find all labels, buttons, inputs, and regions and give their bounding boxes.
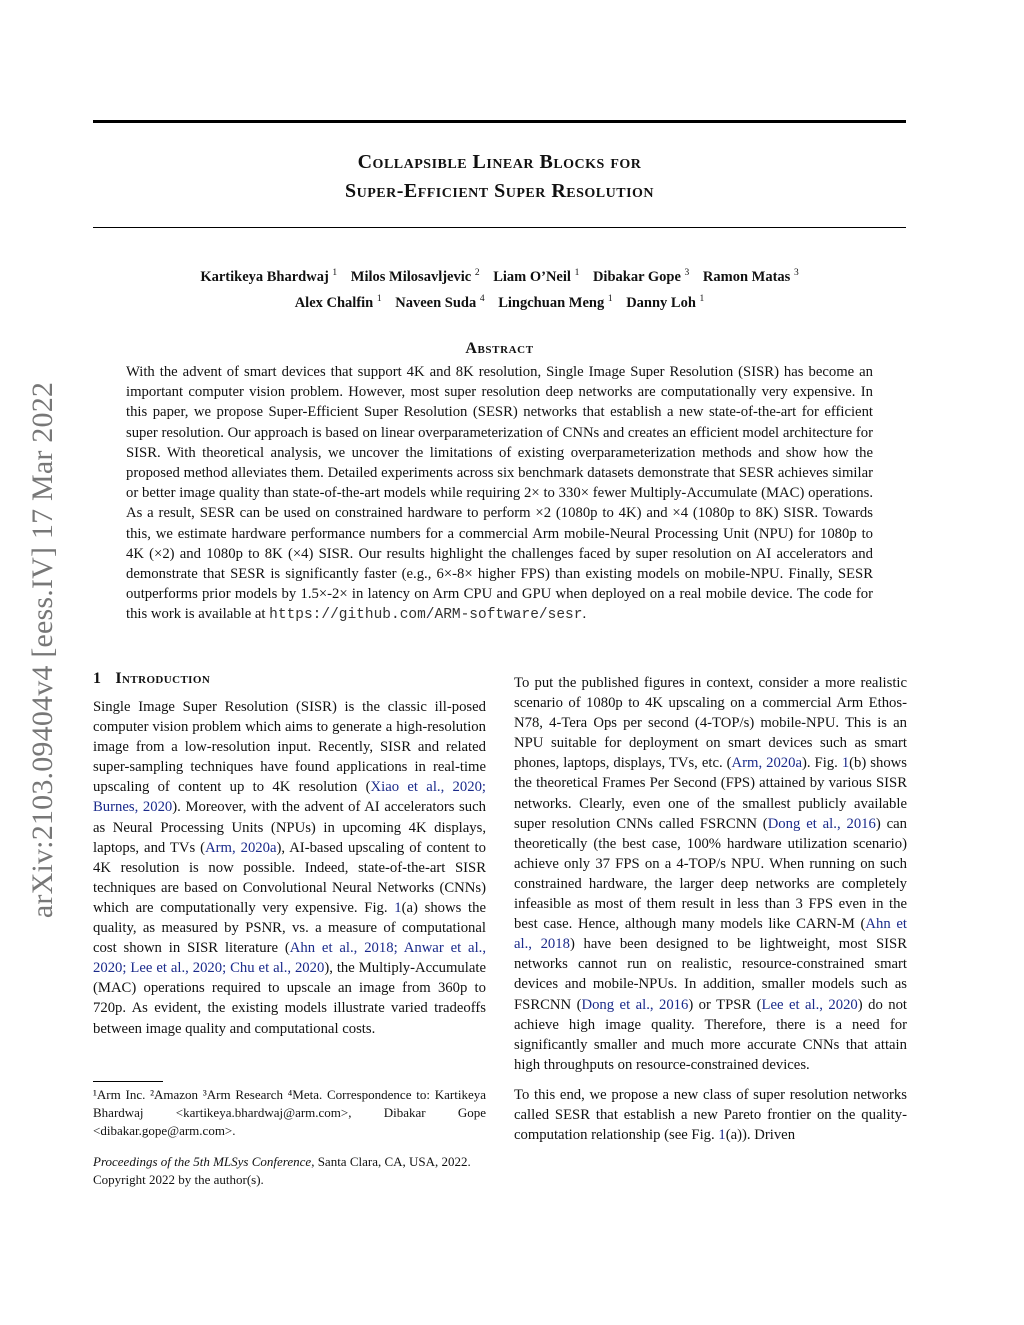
citation-link[interactable]: Dong et al., 2016 (581, 996, 689, 1013)
left-column (93, 697, 486, 1049)
abstract-heading: Abstract (465, 340, 534, 357)
citation-link[interactable]: Ahn et al., 2018; Anwar et al., 2020; Lee et al., 2020; Chu et al., 2020 (93, 940, 487, 977)
title-rule-top (93, 120, 906, 123)
citation-link[interactable]: Arm, 2020a (205, 839, 277, 856)
author: Naveen Suda $^4$ (395, 293, 485, 311)
author: Kartikeya Bhardwaj $^1$ (200, 268, 338, 285)
title-line-2: Super-Efficient Super Resolution (344, 180, 655, 202)
citation-link[interactable]: Xiao et al., 2020; Burnes, 2020 (93, 779, 486, 816)
author: Lingchuan Meng $^1$ (498, 293, 613, 311)
citation-link[interactable]: Lee et al., 2020 (761, 996, 858, 1013)
section-heading: 1 Introduction (93, 670, 211, 687)
paragraph: To put the published figures in context, consider a more realistic scenario of 1080p to 4K upscaling on a commercial Arm Ethos-N78, 4-Tera Ops per second (4-TOP/s) mobile-NPU. This is an NPU suitable for deployment on smart devices such as smart phones, laptops, displays, TVs, etc. (Arm, 2020a). Fig. 1(b) shows the theoretical Frames Per Second (FPS) attained by various SISR networks. Clearly, even one of the smallest publicly available super resolution CNNs called FSRCNN (Dong et al., 2016) can theoretically (the best case, 100% hardware utilization scenario) achieve only 37 FPS on a 4-TOP/s NPU. When running on such constrained hardware, the larger deep networks are completely infeasible as most of them result in less than 3 FPS even in the best case. Hence, although many models like CARN-M (Ahn et al., 2018) have been designed to be lightweight, most SISR networks cannot run on realistic, resource-constrained smart devices and mobile-NPUs. In addition, smaller models such as FSRCNN (Dong et al., 2016) or TPSR (Lee et al., 2020) do not achieve high image quality. Therefore, there is a need for significantly smaller and much more accurate CNNs that attain high throughputs on resource-constrained devices. (514, 675, 908, 1073)
paragraph: Single Image Super Resolution (SISR) is the classic ill-posed computer vision problem which aims to generate a high-resolution image from a low-resolution input. Recently, SISR and related super-sampling techniques have found applications in real-time upscaling of content up to 4K resolution (Xiao et al., 2020; Burnes, 2020). Moreover, with the advent of AI accelerators such as Neural Processing Units (NPUs) in upcoming 4K displays, laptops, and TVs (Arm, 2020a), AI-based upscaling of content to 4K resolution is now possible. Indeed, state-of-the-art SISR techniques are based on Convolutional Neural Networks (CNNs) which are computationally very expensive. Fig. 1(a) shows the quality, as measured by PSNR, vs. a measure of computational cost shown in SISR literature (Ahn et al., 2018; Anwar et al., 2020; Lee et al., 2020; Chu et al., 2020), the Multiply-Accumulate (MAC) operations required to upscale an image from 360p to 720p. As evident, the existing models illustrate varied tradeoffs between image quality and computational costs. (93, 699, 487, 1037)
citation-link[interactable]: Arm, 2020a (731, 755, 802, 772)
figure-link[interactable]: 1 (718, 1127, 726, 1144)
citation-link[interactable]: Ahn et al., 2018 (514, 916, 907, 953)
arxiv-sidebar (10, 350, 66, 950)
figure-link[interactable]: 1 (841, 755, 850, 772)
paper-title (93, 148, 906, 206)
code-link[interactable]: https://github.com/ARM-software/sesr (269, 607, 583, 624)
citation-link[interactable]: Dong et al., 2016 (767, 815, 876, 832)
author: Milos Milosavljevic $^2$ (350, 268, 480, 285)
author: Danny Loh $^1$ (626, 293, 705, 311)
figure-link[interactable]: 1 (394, 899, 402, 916)
title-line-1: Collapsible Linear Blocks for (357, 151, 642, 173)
abstract-body: With the advent of smart devices that support 4K and 8K resolution, Single Image Super Resolution (SISR) has become an important computer vision problem. However, most super resolution deep networks are computationally very expensive. In this paper, we propose Super-Efficient Super Resolution (SESR) networks that establish a new state-of-the-art for efficient super resolution. Our approach is based on linear overparameterization of CNNs and creates an efficient model architecture for SISR. With theoretical analysis, we uncover the limitations of existing overparameterization methods and show how the proposed method alleviates them. Detailed experiments across six benchmark datasets demonstrate that SESR achieves similar or better image quality than state-of-the-art models while requiring 2× to 330× fewer Multiply-Accumulate (MAC) operations. As a result, SESR can be used on constrained hardware to perform ×2 (1080p to 4K) and ×4 (1080p to 8K) SISR. Towards this, we estimate hardware performance numbers for a commercial Arm mobile-Neural Processing Unit (NPU) for 1080p to 4K (×2) and 1080p to 8K (×4) SISR. Our results highlight the challenges faced by super resolution on AI accelerators and demonstrate that SESR is significantly faster (e.g., 6×-8× higher FPS) than existing models on mobile-NPU. Finally, SESR outperforms prior models by 1.5×-2× in latency on Arm CPU and GPU when deployed on a real mobile device. The code for this work is available at https://github.com/ARM-software/sesr. (126, 364, 873, 624)
footnote-rule (93, 1081, 163, 1082)
arxiv-identifier: arXiv:2103.09404v4 [eess.IV] 17 Mar 2022 (26, 381, 59, 919)
affiliation-footnote: ¹Arm Inc. ²Amazon ³Arm Research ⁴Meta. Correspondence to: Kartikeya Bhardwaj <kartikeya.bhardwaj@arm.com>, Dibakar Gope <dibakar.gope@arm.com>. (93, 1087, 486, 1138)
author-list (93, 262, 906, 314)
author: Dibakar Gope $^3$ (592, 268, 690, 285)
author: Alex Chalfin $^1$ (294, 293, 382, 311)
title-rule-bottom (93, 227, 906, 228)
author: Liam O’Neil $^1$ (493, 268, 580, 285)
right-column (514, 673, 907, 1155)
paragraph: To this end, we propose a new class of super resolution networks called SESR that establish a new Pareto frontier on the quality-computation relationship (see Fig. 1(a)). Driven (514, 1086, 907, 1144)
author: Ramon Matas $^3$ (702, 268, 799, 285)
proceedings-note: Proceedings of the 5th MLSys Conference, Santa Clara, CA, USA, 2022. Copyright 2022 by the author(s). (93, 1154, 471, 1187)
